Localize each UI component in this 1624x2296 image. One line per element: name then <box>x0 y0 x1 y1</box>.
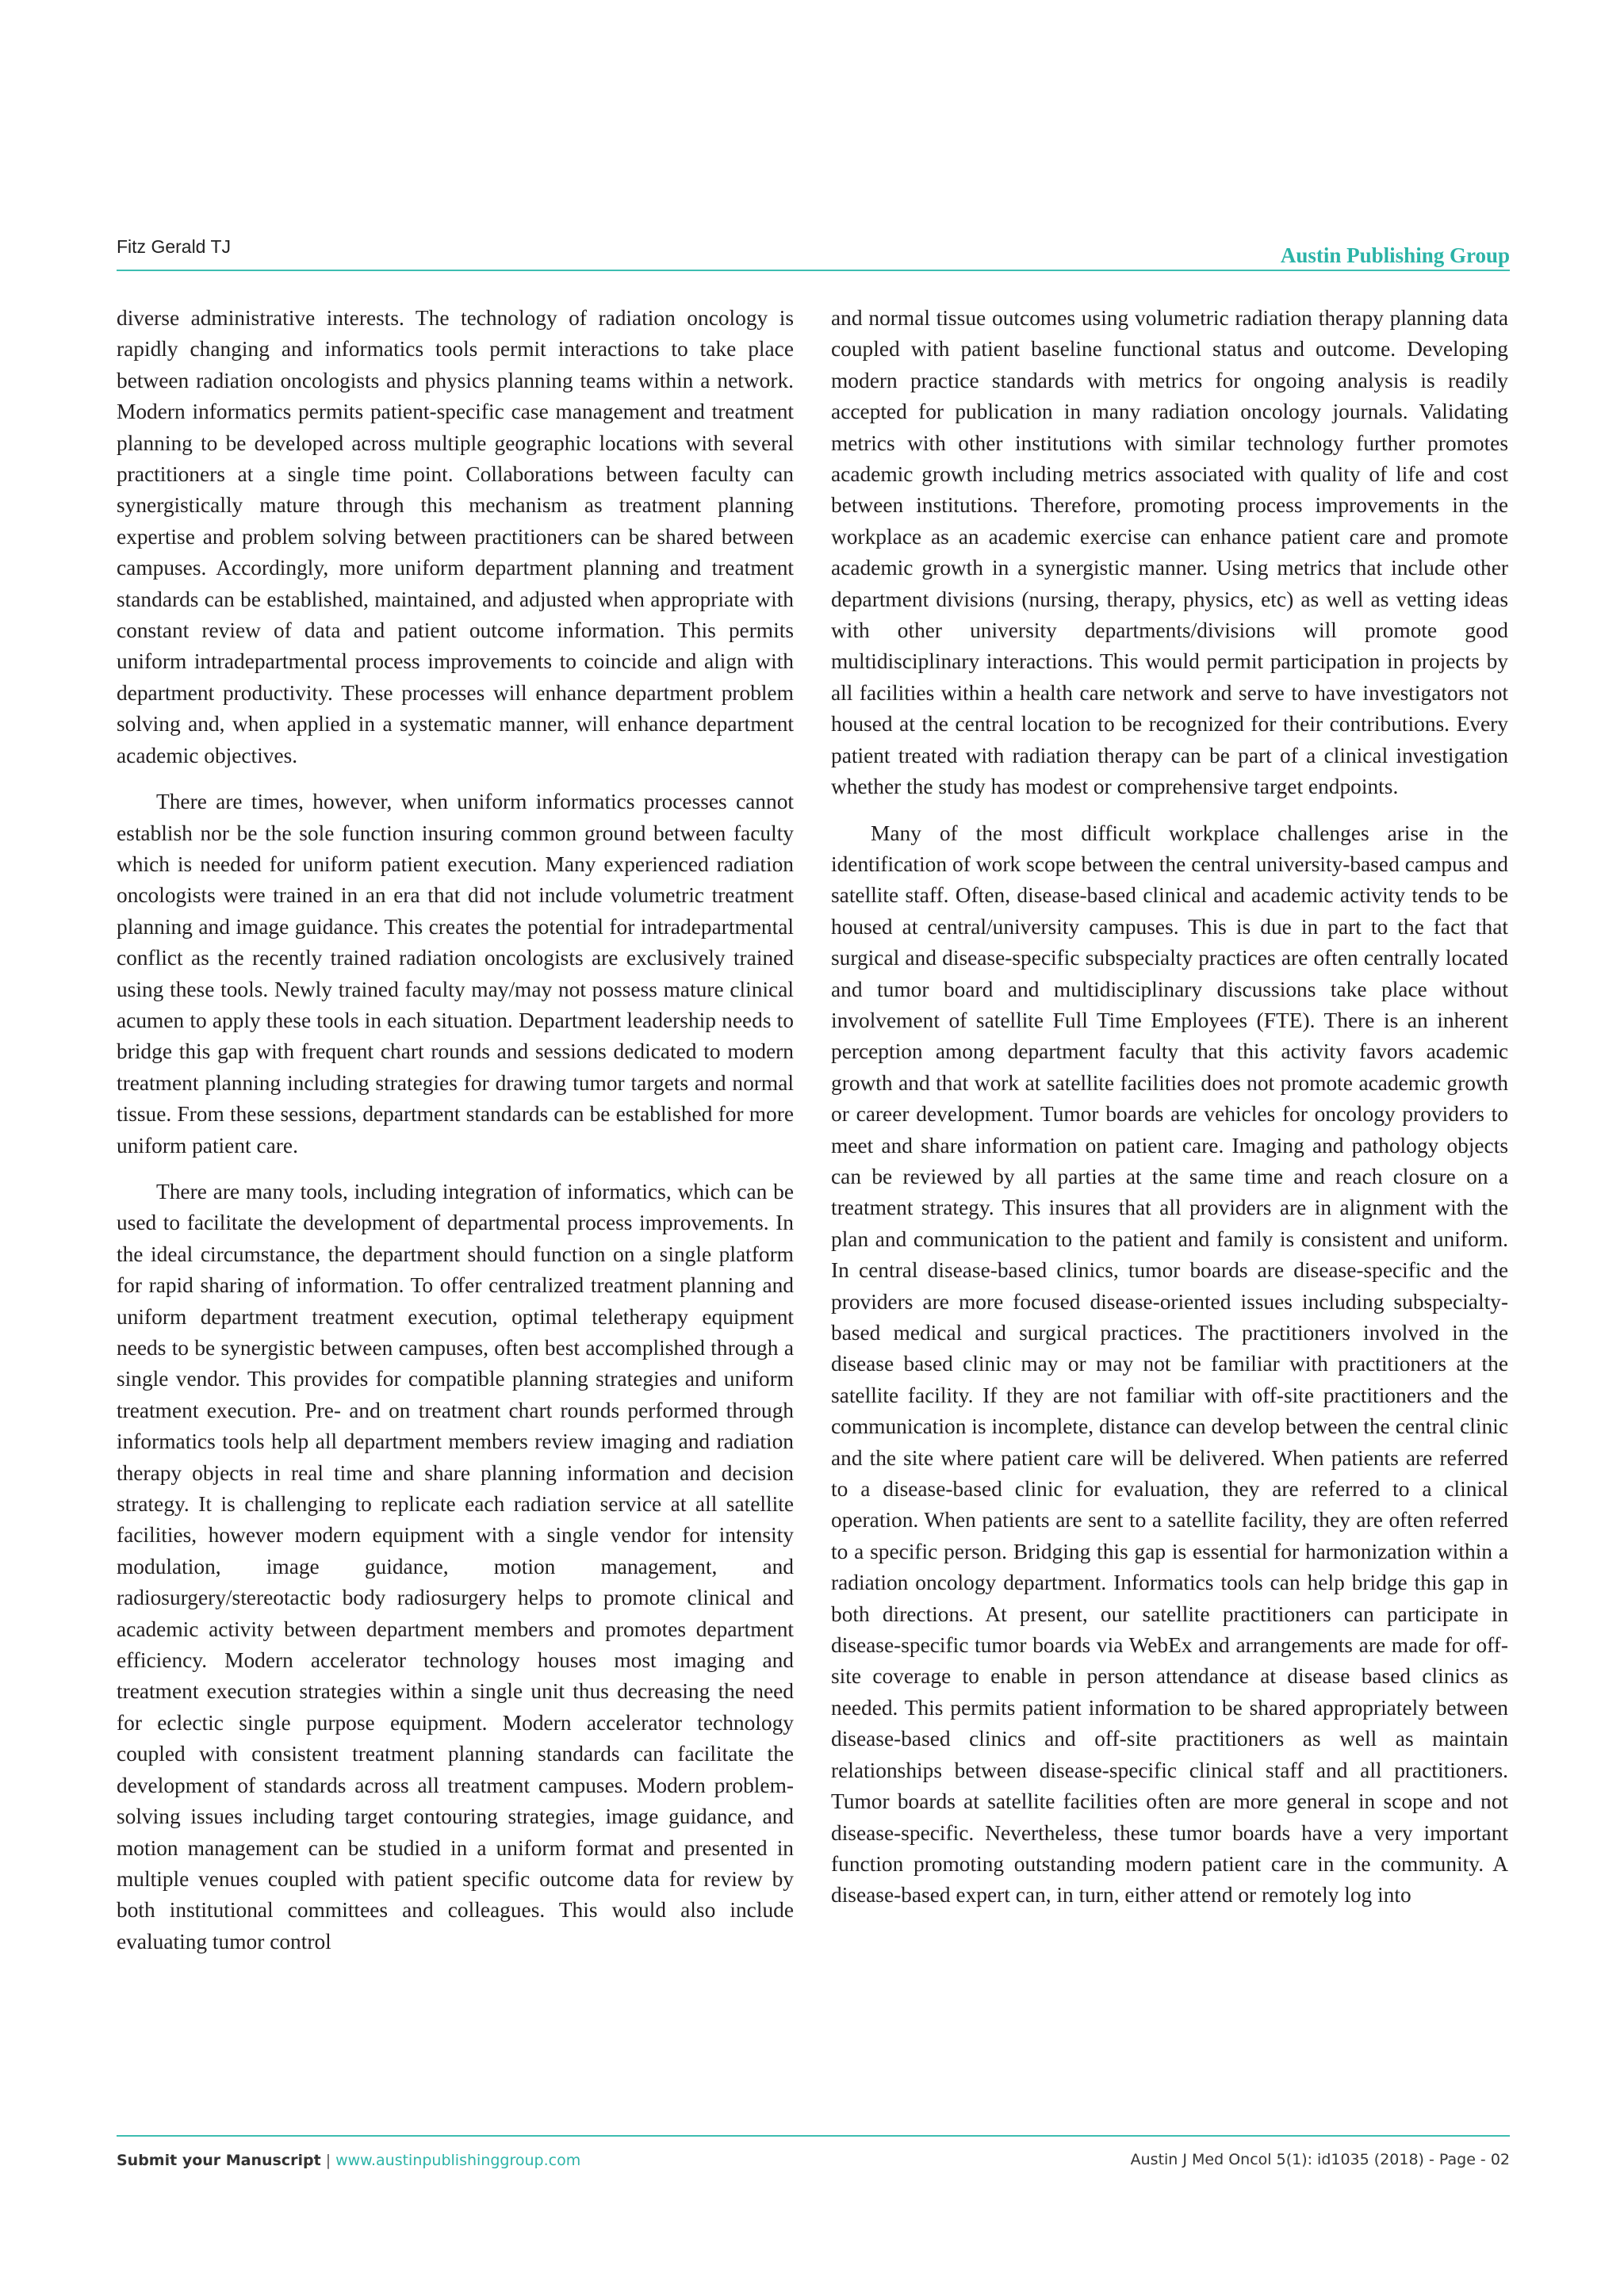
footer-rule <box>117 2135 1510 2137</box>
footer-citation: Austin J Med Oncol 5(1): id1035 (2018) - Page - 02 <box>1130 2151 1510 2168</box>
submit-label: Submit your Manuscript <box>117 2152 321 2169</box>
paragraph: Many of the most difficult workplace challenges arise in the identification of work scope between the central university-based campus and satellite staff. Often, disease-based clinical and academic activity tends to be housed at central/university campuses. This is due in part to the fact that surgical and disease-specific subspecialty practices are often centrally located and tumor board and multidisciplinary discussions take place without involvement of satellite Full Time Employees (FTE). There is an inherent perception among department faculty that this activity favors academic growth and that work at satellite facilities does not promote academic growth or career development. Tumor boards are vehicles for oncology providers to meet and share information on patient care. Imaging and pathology objects can be reviewed by all parties at the same time and reach closure on a treatment strategy. This insures that all providers are in alignment with the plan and communication to the patient and family is consistent and uniform. In central disease-based clinics, tumor boards are disease-specific and the providers are more focused disease-oriented issues including subspecialty-based medical and surgical practices. The practitioners involved in the disease based clinic may or may not be familiar with practitioners at the satellite facility. If they are not familiar with off-site practitioners and the communication is incomplete, distance can develop between the central clinic and the site where patient care will be delivered. When patients are referred to a disease-based clinic for evaluation, they are referred to a clinical operation. When patients are sent to a satellite facility, they are often referred to a specific person. Bridging this gap is essential for harmonization within a radiation oncology department. Informatics tools can help bridge this gap in both directions. At present, our satellite practitioners can participate in disease-specific tumor boards via WebEx and arrangements are made for off-site coverage to enable in person attendance at disease based clinics as needed. This permits patient information to be shared appropriately between disease-based clinics and off-site practitioners as well as maintain relationships between disease-specific clinical staff and all practitioners. Tumor boards at satellite facilities often are more general in scope and not disease-specific. Nevertheless, these tumor boards have a very important function promoting outstanding modern patient care in the community. A disease-based expert can, in turn, either attend or remotely log into <box>831 821 1508 1908</box>
footer-separator: | <box>325 2152 331 2169</box>
paragraph: and normal tissue outcomes using volumetric radiation therapy planning data coupled with patient baseline functional status and outcome. Developing modern practice standards with metrics for ongoing analysis is readily accepted for publication in many radiation oncology journals. Validating metrics with other institutions with similar technology further promotes academic growth including metrics associated with quality of life and cost between institutions. Therefore, promoting process improvements in the workplace as an academic exercise can enhance patient care and promote academic growth in a synergistic manner. Using metrics that include other department divisions (nursing, therapy, physics, etc) as well as vetting ideas with other university departments/divisions will promote good multidisciplinary interactions. This would permit participation in projects by all facilities within a health care network and serve to have investigators not housed at the central location to be recognized for their contributions. Every patient treated with radiation therapy can be part of a clinical investigation whether the study has modest or comprehensive target endpoints. <box>831 306 1508 799</box>
paragraph: There are many tools, including integration of informatics, which can be used to facilitate the development of departmental process improvements. In the ideal circumstance, the department should function on a single platform for rapid sharing of information. To offer centralized treatment planning and uniform department treatment execution, optimal teletherapy equipment needs to be synergistic between campuses, often best accomplished through a single vendor. This provides for compatible planning strategies and uniform treatment execution. Pre- and on treatment chart rounds performed through informatics tools help all department members review imaging and radiation therapy objects in real time and share planning information and decision strategy. It is challenging to replicate each radiation service at all satellite facilities, however modern equipment with a single vendor for intensity modulation, image guidance, motion management, and radiosurgery/stereotactic body radiosurgery helps to promote clinical and academic activity between department members and promotes department efficiency. Modern accelerator technology houses most imaging and treatment execution strategies within a single unit thus decreasing the need for eclectic single purpose equipment. Modern accelerator technology coupled with consistent treatment planning standards can facilitate the development of standards across all treatment campuses. Modern problem-solving issues including target contouring strategies, image guidance, and motion management can be studied in a uniform format and presented in multiple venues coupled with patient specific outcome data for review by both institutional committees and colleagues. This would also include evaluating tumor control <box>117 1179 794 1954</box>
paragraph: There are times, however, when uniform informatics processes cannot establish nor be the sole function insuring common ground between faculty which is needed for uniform patient execution. Many experienced radiation oncologists were trained in an era that did not include volumetric treatment planning and image guidance. This creates the potential for intradepartmental conflict as the recently trained radiation oncologists are exclusively trained using these tools. Newly trained faculty may/may not possess mature clinical acumen to apply these tools in each situation. Department leadership needs to bridge this gap with frequent chart rounds and sessions dedicated to modern treatment planning including strategies for drawing tumor targets and normal tissue. From these sessions, department standards can be established for more uniform patient care. <box>117 790 794 1158</box>
paragraph: diverse administrative interests. The technology of radiation oncology is rapidly changing and informatics tools permit interactions to take place between radiation oncologists and physics planning teams within a network. Modern informatics permits patient-specific case management and treatment planning to be developed across multiple geographic locations with several practitioners at a single time point. Collaborations between faculty can synergistically mature through this mechanism as treatment planning expertise and problem solving between practitioners can be shared between campuses. Accordingly, more uniform department planning and treatment standards can be established, maintained, and adjusted when appropriate with constant review of data and patient outcome information. This permits uniform intradepartmental process improvements to coincide and align with department productivity. These processes will enhance department problem solving and, when applied in a systematic manner, will enhance department academic objectives. <box>117 306 794 767</box>
footer-submit <box>117 2152 580 2169</box>
header-author: Fitz Gerald TJ <box>117 236 231 257</box>
left-column <box>117 303 794 1973</box>
header-publisher: Austin Publishing Group <box>1280 243 1510 267</box>
header-rule <box>117 270 1510 271</box>
right-column <box>831 303 1508 1927</box>
website-link[interactable]: www.austinpublishinggroup.com <box>335 2152 581 2169</box>
